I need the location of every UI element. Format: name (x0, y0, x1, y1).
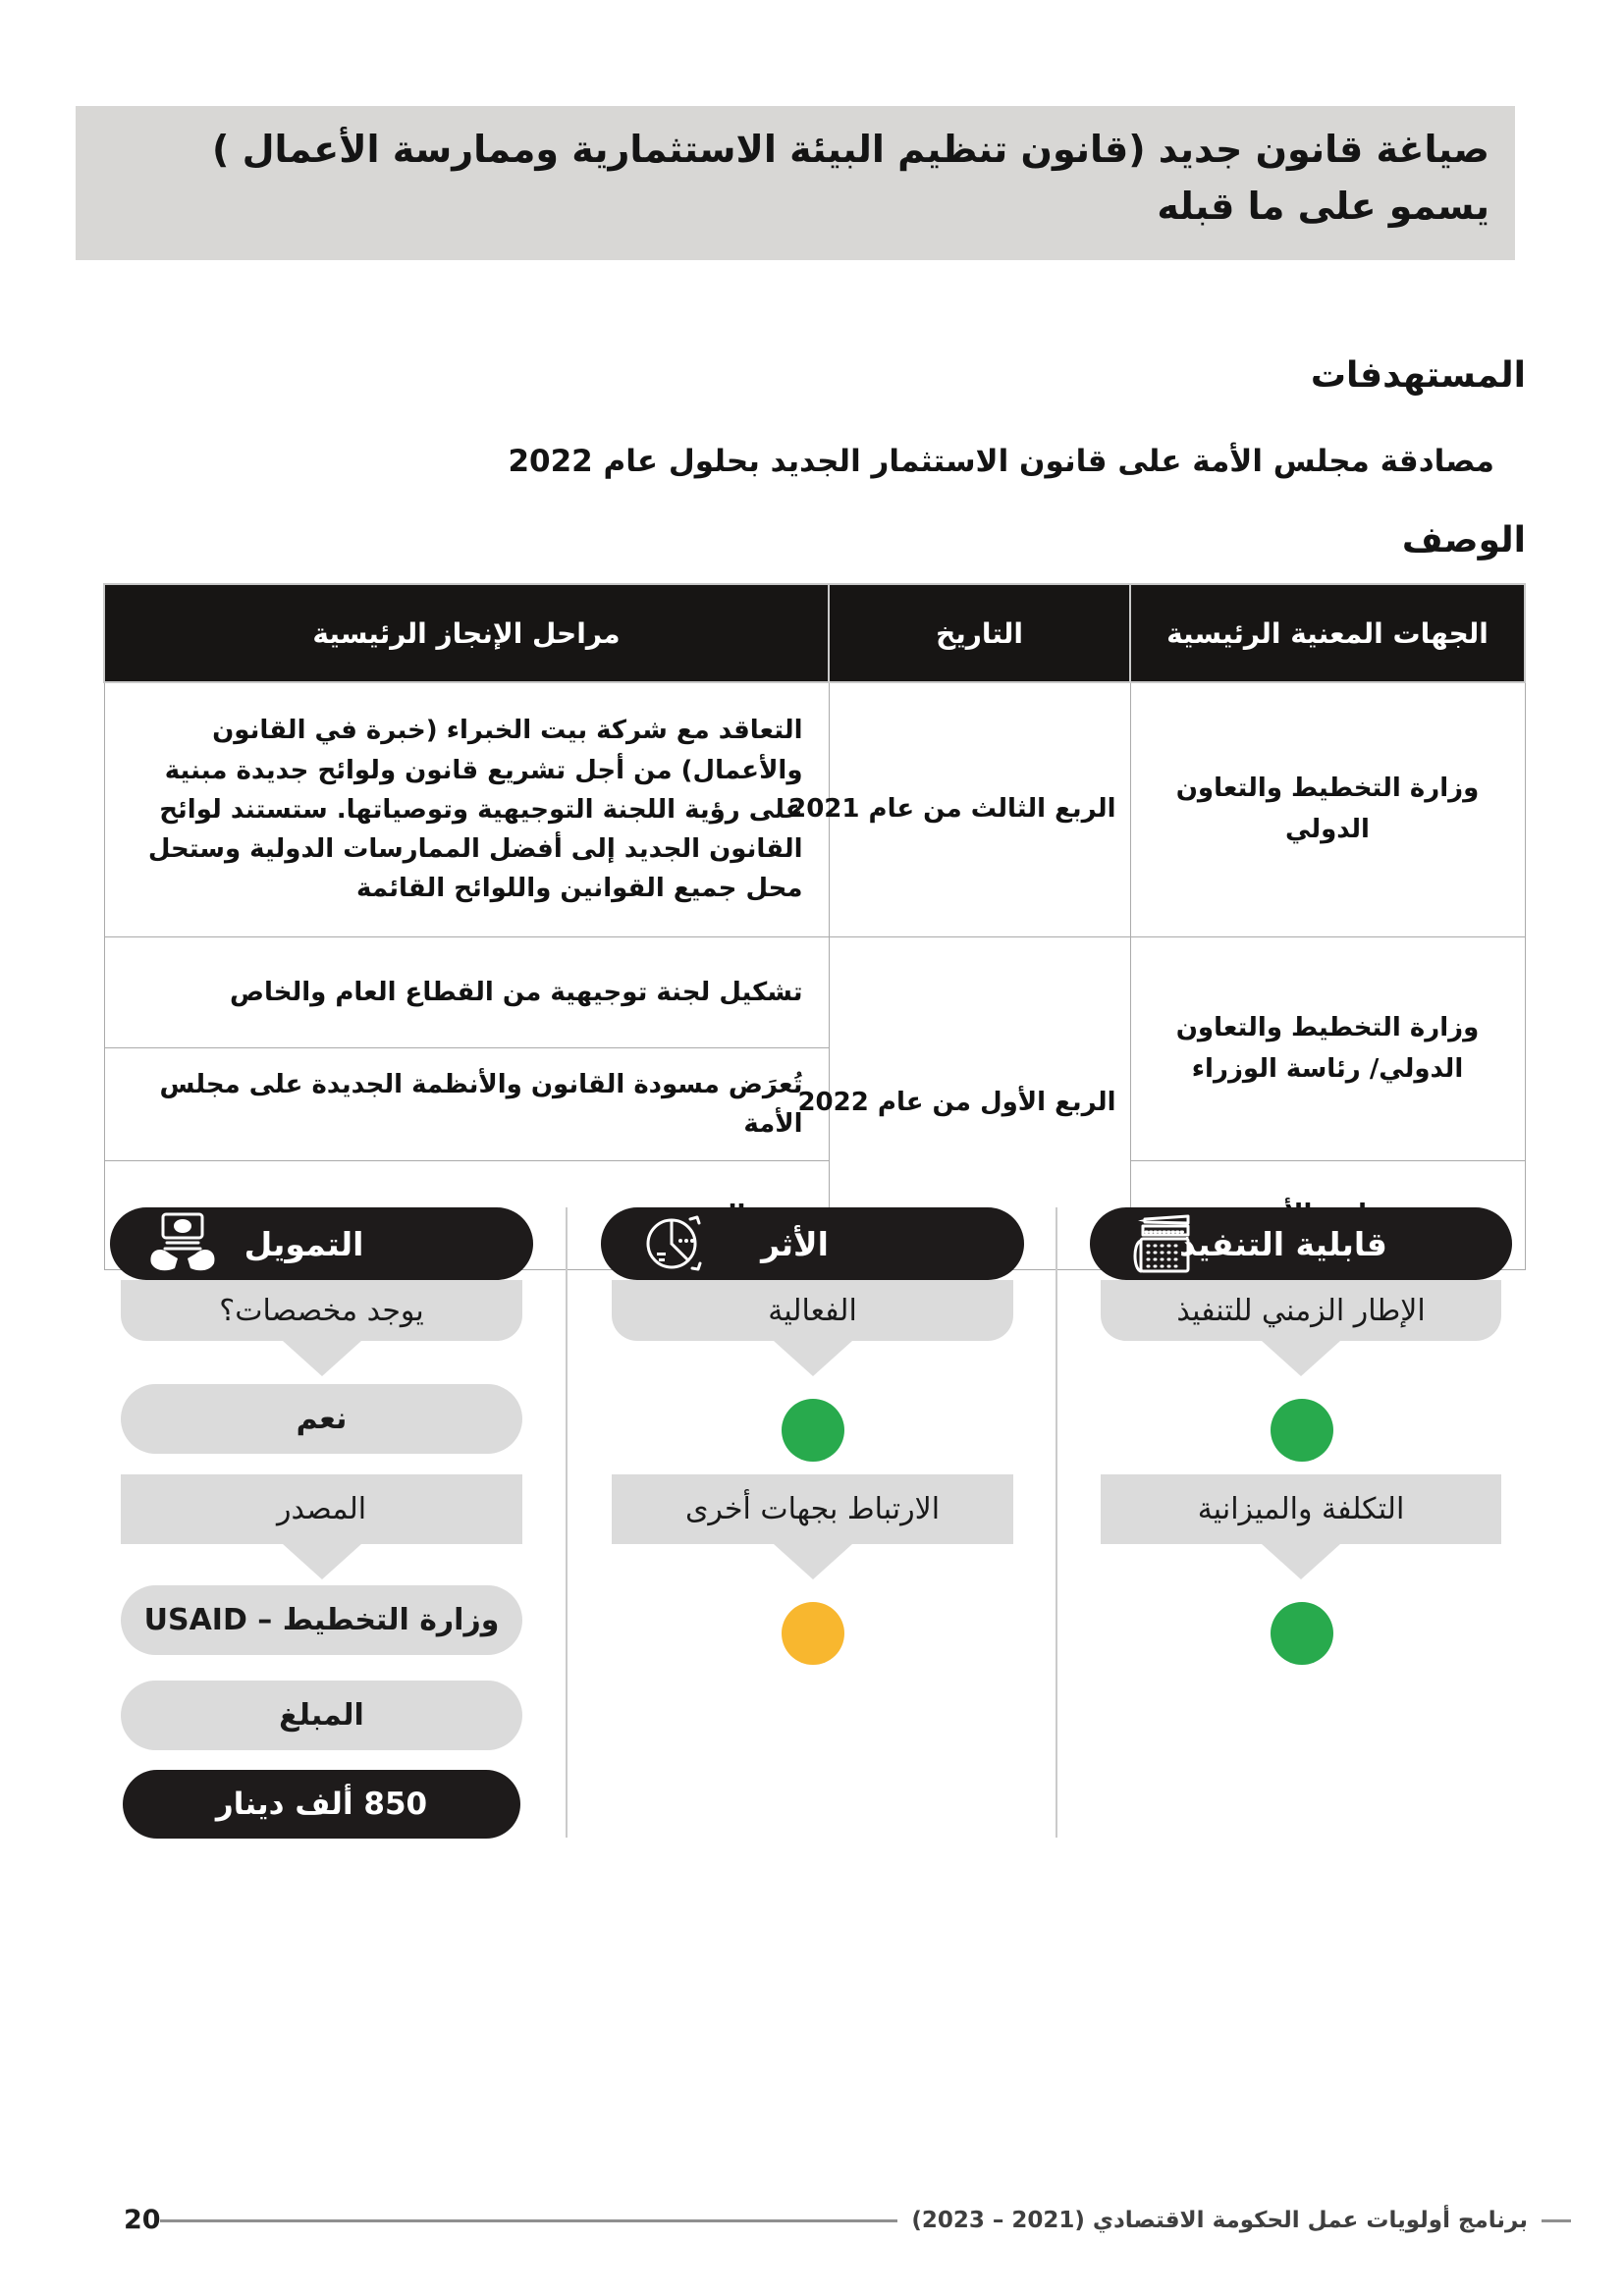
funding-answer-pill: نعم (121, 1384, 522, 1454)
table-row (104, 682, 1525, 937)
stage-cell: تُعرَض مسودة القانون والأنظمة الجديدة على مجلس الأمة (104, 1048, 829, 1161)
funding-panel (110, 1207, 533, 1841)
funding-source-label: المصدر (121, 1474, 522, 1544)
section-heading-targets: المستهدفات (1310, 355, 1526, 396)
page-title (76, 106, 1515, 260)
panel-divider (566, 1207, 568, 1838)
status-circle-effectiveness (782, 1399, 844, 1462)
status-circle-cost (1271, 1602, 1333, 1665)
feasibility-timeline-label: الإطار الزمني للتنفيذ (1176, 1293, 1426, 1328)
page-title-line1: صياغة قانون جديد (قانون تنظيم البيئة الاستثمارية وممارسة الأعمال ) (211, 128, 1489, 171)
table-header-row (104, 584, 1525, 682)
feasibility-panel (1090, 1207, 1512, 1841)
date-cell: الربع الثالث من عام 2021 (829, 682, 1130, 937)
table-row (104, 937, 1525, 1048)
entity-cell-merged: وزارة التخطيط والتعاون الدولي/ رئاسة الوزراء (1130, 937, 1525, 1161)
column-header-date: التاريخ (829, 584, 1130, 682)
column-header-stages: مراحل الإنجاز الرئيسية (104, 584, 829, 682)
milestones-table (103, 583, 1526, 1270)
impact-panel-title: الأثر (761, 1224, 829, 1263)
date-cell-merged: الربع الأول من عام 2022 (829, 937, 1130, 1270)
entity-cell: وزارة التخطيط والتعاون الدولي (1130, 682, 1525, 937)
stage-cell: التعاقد مع شركة بيت الخبراء (خبرة في القانون والأعمال) من أجل تشريع قانون ولوائح جديدة مبنية على رؤية اللجنة التوجيهية وتوصياتها. ستستند لوائح القانون الجديد إلى أفضل الممارسات الدولية وستحل محل جميع القوانين واللوائح القائمة (104, 682, 829, 937)
feasibility-panel-header (1090, 1207, 1512, 1280)
funding-question-label: يوجد مخصصات؟ (219, 1293, 424, 1328)
feasibility-timeline-bubble (1101, 1280, 1501, 1341)
target-statement: مصادقة مجلس الأمة على قانون الاستثمار الجديد بحلول عام 2022 (508, 444, 1494, 479)
funding-amount-value: 850 ألف دينار (123, 1770, 520, 1839)
page-title-line2: يسمو على ما قبله (1157, 184, 1489, 228)
funding-question-bubble (121, 1280, 522, 1341)
feasibility-cost-label: التكلفة والميزانية (1101, 1474, 1501, 1544)
section-heading-description: الوصف (1401, 520, 1526, 561)
funding-amount-label: المبلغ (121, 1681, 522, 1750)
footer-program-label: برنامج أولويات عمل الحكومة الاقتصادي (2021 – 2023) (897, 2199, 1542, 2242)
impact-panel-header (601, 1207, 1024, 1280)
funding-panel-header (110, 1207, 533, 1280)
impact-effectiveness-bubble (612, 1280, 1013, 1341)
panel-divider (1056, 1207, 1057, 1838)
impact-panel (601, 1207, 1024, 1841)
hands-money-icon (147, 1212, 218, 1275)
status-circle-linkage (782, 1602, 844, 1665)
pie-chart-icon (638, 1212, 709, 1275)
column-header-entities: الجهات المعنية الرئيسية (1130, 584, 1525, 682)
stage-cell: تشكيل لجنة توجيهية من القطاع العام والخاص (104, 937, 829, 1048)
feasibility-panel-title: قابلية التنفيذ (1179, 1224, 1387, 1263)
funding-panel-title: التمويل (244, 1224, 364, 1263)
status-circle-timeline (1271, 1399, 1333, 1462)
funding-source-value: وزارة التخطيط – USAID (121, 1585, 522, 1655)
impact-linkage-label: الارتباط بجهات أخرى (612, 1474, 1013, 1544)
page-number: 20 (124, 2205, 161, 2235)
impact-effectiveness-label: الفعالية (768, 1293, 857, 1328)
